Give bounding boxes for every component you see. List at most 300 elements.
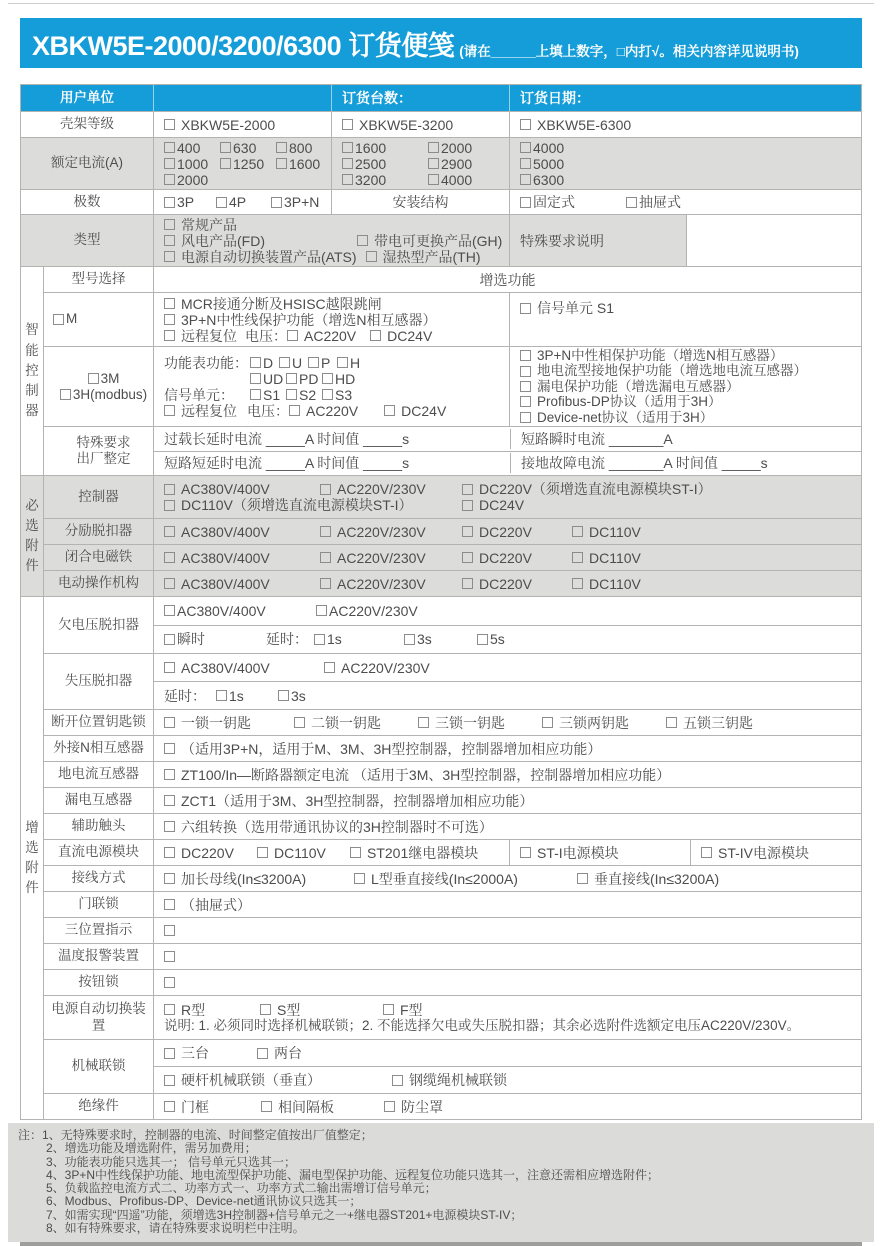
checkbox-icon: [320, 484, 331, 495]
opt-phase-barrier[interactable]: 相间隔板: [261, 1097, 384, 1117]
checkbox-icon: [577, 873, 588, 884]
opt-400[interactable]: 400: [164, 140, 220, 156]
dc-module-cell1: [153, 840, 509, 865]
option-line: [164, 296, 509, 312]
checkbox-icon: [164, 251, 175, 262]
checkbox-icon: [572, 526, 583, 537]
opt-external-n-ct[interactable]: （适用3P+N，适用于M、3M、3H型控制器，控制器增加相应功能）: [164, 739, 601, 759]
opt-2000[interactable]: 2000: [164, 172, 208, 188]
opt-3pn-phase-protect[interactable]: 3P+N中性相保护功能（增选N相互感器）: [520, 348, 783, 363]
checkbox-icon: [287, 330, 298, 341]
checkbox-icon[interactable]: [164, 951, 175, 962]
keylock-options: [153, 710, 861, 735]
opt-dust-cover[interactable]: 防尘罩: [384, 1097, 443, 1117]
opt-fn-u[interactable]: U: [279, 355, 308, 371]
shunt-release-label: 分励脱扣器: [64, 523, 133, 539]
wiring-options: [153, 866, 861, 891]
opt-st1-power-module[interactable]: ST-I电源模块: [520, 843, 619, 863]
opt-3lock-1key[interactable]: 三锁一钥匙: [418, 713, 542, 733]
note-prefix: 注：: [18, 1128, 43, 1142]
opt-damp-heat-product[interactable]: 湿热型产品(TH): [366, 249, 481, 265]
checkbox-icon: [342, 174, 353, 185]
opt-1600[interactable]: 1600: [276, 156, 320, 172]
keylock-label: 断开位置钥匙锁: [51, 714, 146, 730]
rated-current-label: 额定电流(A): [51, 155, 123, 171]
loss-voltage-sub2: [154, 681, 861, 709]
mech-interlock-row: [44, 1039, 861, 1093]
checkbox-icon: [276, 158, 287, 169]
checkbox-icon: [520, 847, 531, 858]
opt-ats-f[interactable]: F型: [383, 1002, 423, 1018]
checkbox-icon: [314, 634, 325, 645]
checkbox-icon: [383, 1004, 394, 1015]
checkbox-icon: [53, 314, 64, 325]
opt-device-net[interactable]: Device-net协议（适用于3H）: [520, 410, 713, 425]
checkbox-icon: [520, 303, 531, 314]
mount-options: [509, 190, 861, 214]
undervoltage-release-label: 欠电压脱扣器: [58, 616, 139, 632]
order-date-label[interactable]: 订货日期：: [509, 85, 861, 111]
opt-mech-three[interactable]: 三台: [164, 1043, 257, 1063]
opt-close-dc110[interactable]: DC110V: [572, 550, 641, 566]
opt-5lock-3key[interactable]: 五锁三钥匙: [666, 713, 753, 733]
factory-setting-label: [44, 427, 153, 475]
button-lock-label: 按钮锁: [78, 974, 119, 990]
instant-short-field[interactable]: 短路瞬时电流 _______A: [510, 429, 861, 449]
opt-3p[interactable]: 3P: [164, 194, 216, 210]
opt-uv-ac220[interactable]: AC220V/230V: [316, 603, 418, 619]
option-line: [60, 387, 147, 403]
option-line: [342, 156, 509, 172]
opt-4000b[interactable]: 4000: [520, 140, 564, 156]
checkbox-icon: [384, 405, 395, 416]
note-8: 8、如有特殊要求，请在特殊要求说明栏中注明。: [46, 1221, 305, 1236]
poles-label: 极数: [73, 193, 101, 209]
checkbox-icon: [164, 795, 175, 806]
checkbox-icon: [520, 174, 531, 185]
note-5: 5、负载监控电流方式二、功率方式一、功率方式二输出需增订信号单元；: [46, 1181, 437, 1196]
insulation-label: 绝缘件: [78, 1098, 119, 1114]
opt-remote-reset-3m[interactable]: 远程复位: [164, 403, 237, 419]
ground-ct-label: 地电流互感器: [58, 766, 139, 782]
checkbox-icon: [164, 405, 175, 416]
checkbox-icon: [164, 1101, 175, 1112]
checkbox-icon: [520, 197, 531, 208]
checkbox-icon: [164, 158, 175, 169]
loss-voltage-sub1: [154, 654, 861, 681]
checkbox-icon: [428, 174, 439, 185]
checkbox-icon: [216, 197, 227, 208]
opt-sig-s2[interactable]: S2: [286, 387, 322, 403]
opt-zt100[interactable]: ZT100/In—断路器额定电流 （适用于3M、3H型控制器，控制器增加相应功能）: [164, 765, 670, 785]
opt-fn-ud[interactable]: UD: [250, 371, 286, 387]
opt-st201-relay-module[interactable]: ST201继电器模块: [350, 843, 478, 863]
poles-options: [153, 190, 331, 214]
checkbox-icon: [60, 389, 71, 400]
opt-lv-ac380[interactable]: AC380V/400V: [164, 660, 324, 676]
checkbox-icon: [164, 605, 175, 616]
dc-module-cell2: [509, 840, 690, 865]
opt-dc24v[interactable]: DC24V: [370, 328, 432, 344]
opt-xbkw5e-6300[interactable]: XBKW5E-6300: [520, 117, 631, 133]
door-interlock-row: [44, 891, 861, 917]
aux-contact-label: 辅助触头: [71, 818, 126, 834]
special-requirements-input-cell[interactable]: [686, 215, 861, 266]
form-header-row: [21, 85, 861, 111]
checkbox-icon[interactable]: [164, 977, 175, 988]
opt-lv-1s[interactable]: 1s: [216, 688, 278, 704]
function-meter-label: 功能表功能：: [164, 354, 248, 371]
factory-setting-row: [44, 426, 861, 475]
option-line: [164, 403, 509, 419]
dc-module-cell3: [690, 840, 861, 865]
checkbox-icon: [572, 552, 583, 563]
motor-operator-options: [153, 571, 861, 596]
user-unit-input-cell[interactable]: [153, 85, 331, 111]
frame-cell-6300: [509, 112, 861, 137]
model-select-label: 型号选择: [71, 271, 126, 287]
checkbox-icon: [289, 405, 300, 416]
option-line: [164, 140, 331, 156]
option-line: [164, 1002, 861, 1018]
opt-dcmod-dc220[interactable]: DC220V: [164, 845, 257, 861]
opt-4p[interactable]: 4P: [216, 194, 271, 210]
controller-voltage-options: [153, 476, 861, 518]
aux-contact-options: [153, 814, 861, 839]
mech-interlock-label: 机械联锁: [71, 1058, 126, 1074]
dc-module-row: [44, 839, 861, 865]
opt-shunt-dc110[interactable]: DC110V: [572, 524, 641, 540]
checkbox-icon: [164, 330, 175, 341]
order-qty-label[interactable]: 订货台数：: [331, 85, 509, 111]
option-line: [164, 387, 509, 403]
opt-1000[interactable]: 1000: [164, 156, 220, 172]
checkbox-icon: [462, 526, 473, 537]
checkbox-icon: [164, 743, 175, 754]
opt-motor-ac220[interactable]: AC220V/230V: [320, 576, 462, 592]
insulation-options: [153, 1094, 861, 1119]
opt-controller-3m[interactable]: 3M: [88, 371, 120, 387]
button-lock-options: [153, 970, 861, 995]
opt-standard-product[interactable]: 常规产品: [164, 217, 237, 233]
opt-3lock-2key[interactable]: 三锁两钥匙: [542, 713, 666, 733]
aux-contact-row: [44, 813, 861, 839]
opt-fixed[interactable]: 固定式: [520, 192, 626, 212]
option-line: [164, 328, 509, 344]
mech-interlock-options: [153, 1040, 861, 1093]
opt-rigid-rod-interlock[interactable]: 硬杆机械联锁（垂直）: [164, 1070, 392, 1090]
opt-xbkw5e-3200[interactable]: XBKW5E-3200: [342, 117, 453, 133]
undervoltage-sub1: [154, 597, 861, 625]
opt-ats-product[interactable]: 电源自动切换装置产品(ATS): [164, 249, 357, 265]
checkbox-icon: [164, 235, 175, 246]
short-delay-field[interactable]: 短路短延时电流 _____A 时间值 _____s: [164, 455, 410, 472]
checkbox-icon: [278, 690, 289, 701]
required-accessories-group-label: 必选附件: [21, 476, 44, 596]
required-accessories-section: [21, 475, 861, 596]
checkbox-icon: [572, 578, 583, 589]
opt-cable-interlock[interactable]: 钢缆绳机械联锁: [392, 1070, 507, 1090]
option-line: [520, 394, 861, 409]
checkbox-icon: [418, 717, 429, 728]
checkbox-icon: [520, 381, 531, 392]
opt-fn-p[interactable]: P: [308, 355, 337, 371]
option-line: [164, 312, 509, 328]
option-line: [520, 410, 861, 425]
opt-close-dc220[interactable]: DC220V: [462, 550, 572, 566]
opt-profibus-dp[interactable]: Profibus-DP协议（适用于3H）: [520, 394, 722, 409]
checkbox-icon: [164, 484, 175, 495]
checkbox-icon: [666, 717, 677, 728]
external-n-ct-row: [44, 735, 861, 761]
opt-lv-ac220[interactable]: AC220V/230V: [324, 660, 430, 676]
opt-l-vertical[interactable]: L型垂直接线(In≤2000A): [354, 869, 577, 889]
order-form-table: [20, 84, 862, 1120]
keylock-row: [44, 709, 861, 735]
checkbox-icon: [164, 1004, 175, 1015]
checkbox-icon: [520, 119, 531, 130]
opt-ground-current-protect[interactable]: 地电流型接地保护功能（增选地电流互感器）: [520, 363, 807, 378]
frame-cell-3200: [331, 112, 509, 137]
external-n-ct-label: 外接N相互感器: [53, 740, 144, 756]
opt-shunt-ac380[interactable]: AC380V/400V: [164, 524, 320, 540]
checkbox-icon: [216, 690, 227, 701]
opt-ctrl-ac220[interactable]: AC220V/230V: [320, 481, 462, 497]
opt-mcr-hsisc[interactable]: MCR接通分断及HSISC越限跳闸: [164, 296, 382, 312]
checkbox-icon: [320, 578, 331, 589]
opt-uv-5s[interactable]: 5s: [477, 631, 505, 647]
opt-ac220v[interactable]: AC220V: [287, 328, 356, 344]
checkbox-icon: [520, 366, 531, 377]
opt-motor-ac380[interactable]: AC380V/400V: [164, 576, 320, 592]
opt-2900[interactable]: 2900: [428, 156, 472, 172]
opt-close-ac220[interactable]: AC220V/230V: [320, 550, 462, 566]
opt-ctrl-dc110[interactable]: DC110V（须增选直流电源模块ST-I）: [164, 497, 462, 513]
note-7: 7、如需实现“四遥”功能，须增选3H控制器+信号单元之一+继电器ST201+电源模块ST-IV；: [46, 1207, 523, 1222]
ground-fault-field[interactable]: 接地故障电流 _______A 时间值 _____s: [510, 453, 861, 473]
note-1: 1、无特殊要求时，控制器的电流、时间整定值按出厂值整定；: [42, 1128, 373, 1142]
opt-800[interactable]: 800: [276, 140, 312, 156]
checkbox-icon: [276, 142, 287, 153]
opt-zct1[interactable]: ZCT1（适用于3M、3H型控制器，控制器增加相应功能）: [164, 791, 533, 811]
opt-lv-3s[interactable]: 3s: [278, 688, 306, 704]
leakage-ct-label: 漏电互感器: [64, 792, 133, 808]
opt-ctrl-dc24[interactable]: DC24V: [462, 497, 524, 513]
checkbox-icon: [384, 1101, 395, 1112]
option-line: [520, 379, 861, 394]
opt-3p-n[interactable]: 3P+N: [271, 194, 319, 210]
ats-row: [44, 995, 861, 1039]
checkbox-icon: [342, 142, 353, 153]
optional-accessories-group-label: 增选附件: [21, 597, 44, 1119]
opt-1600b[interactable]: 1600: [342, 140, 428, 156]
opt-fn-d[interactable]: D: [250, 355, 279, 371]
checkbox-icon: [164, 526, 175, 537]
checkbox-icon: [164, 578, 175, 589]
opt-xbkw5e-2000[interactable]: XBKW5E-2000: [164, 117, 275, 133]
loss-voltage-release-label: 失压脱扣器: [64, 673, 133, 689]
opt-1250[interactable]: 1250: [220, 156, 276, 172]
checkbox-icon: [462, 552, 473, 563]
opt-sig-s3[interactable]: S3: [322, 387, 352, 403]
three-position-row: [44, 917, 861, 943]
m-left-options: [153, 293, 509, 346]
opt-close-ac380[interactable]: AC380V/400V: [164, 550, 320, 566]
three-position-label: 三位置指示: [64, 922, 133, 938]
opt-fn-pd[interactable]: PD: [286, 371, 322, 387]
shunt-release-row: [44, 518, 861, 544]
ats-note: 说明: 1. 必须同时选择机械联锁；2. 不能选择欠电或失压脱扣器；其余必选附件选额定电压AC220V/230V。: [164, 1017, 801, 1033]
opt-live-replace-product[interactable]: 带电可更换产品(GH): [357, 233, 502, 249]
checkbox-icon: [342, 158, 353, 169]
option-line: [164, 355, 509, 371]
option-line: [164, 156, 331, 172]
opt-1lock-1key[interactable]: 一锁一钥匙: [164, 713, 294, 733]
opt-door-drawout[interactable]: （抽屉式）: [164, 895, 251, 915]
opt-uv-1s[interactable]: 1s: [314, 631, 404, 647]
undervoltage-sub2: [154, 625, 861, 654]
opt-uv-ac380[interactable]: AC380V/400V: [164, 603, 316, 619]
opt-vertical[interactable]: 垂直接线(In≤3200A): [577, 869, 719, 889]
checkbox-icon: [164, 899, 175, 910]
factory-setting-label-line2: 出厂整定: [76, 451, 131, 466]
loss-voltage-options: [153, 654, 861, 709]
opt-ctrl-ac380[interactable]: AC380V/400V: [164, 481, 320, 497]
external-n-ct-options: [153, 736, 861, 761]
opt-controller-3h-modbus[interactable]: 3H(modbus): [60, 387, 147, 403]
type-label: 类型: [73, 232, 101, 248]
opt-signal-unit-s1[interactable]: 信号单元 S1: [520, 298, 614, 318]
checkbox-icon: [220, 142, 231, 153]
opt-leakage-protect[interactable]: 漏电保护功能（增选漏电互感器）: [520, 379, 740, 394]
optional-accessories-section: [21, 596, 861, 1119]
opt-six-group[interactable]: 六组转换（选用带通讯协议的3H控制器时不可选）: [164, 817, 493, 837]
opt-remote-reset[interactable]: 远程复位: [164, 328, 237, 344]
wiring-label: 接线方式: [71, 870, 126, 886]
opt-st4-power-module[interactable]: ST-IV电源模块: [701, 843, 809, 863]
checkbox-icon: [320, 526, 331, 537]
opt-wind-product[interactable]: 风电产品(FD): [164, 233, 357, 249]
title-bar: [20, 18, 862, 68]
wiring-row: [44, 865, 861, 891]
checkbox-icon: [88, 373, 99, 384]
checkbox-icon: [164, 634, 175, 645]
opt-3200[interactable]: 3200: [342, 172, 428, 188]
overload-delay-field[interactable]: 过载长延时电流 _____A 时间值 _____s: [164, 430, 410, 447]
opt-2lock-1key[interactable]: 二锁一钥匙: [294, 713, 418, 733]
loss-voltage-release-row: [44, 653, 861, 709]
checkbox-icon: [271, 197, 282, 208]
option-line: [520, 172, 861, 188]
opt-6300[interactable]: 6300: [520, 172, 564, 188]
opt-2000b[interactable]: 2000: [428, 140, 472, 156]
checkbox-icon: [626, 197, 637, 208]
factory-setting-fields: [153, 427, 861, 475]
opt-ctrl-dc220[interactable]: DC220V（须增选直流电源模块ST-I）: [462, 481, 712, 497]
opt-sig-s1[interactable]: S1: [250, 387, 286, 403]
opt-fn-hd[interactable]: HD: [322, 371, 355, 387]
opt-shunt-dc220[interactable]: DC220V: [462, 524, 572, 540]
opt-drawout[interactable]: 抽屉式: [626, 192, 681, 212]
checkbox-icon: [357, 235, 368, 246]
checkbox-icon: [322, 389, 333, 400]
checkbox-icon: [164, 298, 175, 309]
controller-voltage-row: [44, 476, 861, 518]
controller-voltage-label: 控制器: [78, 488, 119, 504]
checkbox-icon: [342, 119, 353, 130]
footnotes: [8, 1123, 874, 1242]
frame-grade-label: 壳架等级: [60, 116, 114, 132]
door-interlock-options: [153, 892, 861, 917]
mount-structure-label: 安装结构: [331, 190, 509, 214]
checkbox-icon: [164, 769, 175, 780]
opt-extended-busbar[interactable]: 加长母线(In≤3200A): [164, 869, 354, 889]
checkbox-icon: [164, 1075, 175, 1086]
opt-dc24v-3m[interactable]: DC24V: [384, 403, 446, 419]
opt-ats-s[interactable]: S型: [260, 1002, 383, 1018]
opt-uv-3s[interactable]: 3s: [404, 631, 477, 647]
checkbox-icon: [164, 717, 175, 728]
mech-interlock-sub2: [154, 1066, 861, 1093]
undervoltage-options: [153, 597, 861, 653]
checkbox-icon: [324, 662, 335, 673]
checkbox-icon: [477, 634, 488, 645]
opt-4000[interactable]: 4000: [428, 172, 472, 188]
checkbox-icon: [257, 1048, 268, 1059]
checkbox-icon: [220, 158, 231, 169]
factory-setting-label-line1: 特殊要求: [76, 435, 131, 450]
voltage-label: 电压：: [247, 402, 289, 419]
poles-row: [21, 189, 861, 214]
checkbox-icon[interactable]: [164, 925, 175, 936]
checkbox-icon: [250, 389, 261, 400]
checkbox-icon: [286, 389, 297, 400]
checkbox-icon: [250, 357, 261, 368]
opt-2500[interactable]: 2500: [342, 156, 428, 172]
opt-5000[interactable]: 5000: [520, 156, 564, 172]
opt-ats-r[interactable]: R型: [164, 1002, 260, 1018]
checkbox-icon: [261, 1101, 272, 1112]
undervoltage-release-row: [44, 597, 861, 653]
checkbox-icon: [164, 552, 175, 563]
factory-setting-sub1: [154, 427, 861, 451]
opt-shunt-ac220[interactable]: AC220V/230V: [320, 524, 462, 540]
smart-controller-section: [21, 266, 861, 475]
checkbox-icon: [164, 174, 175, 185]
opt-controller-m[interactable]: M: [53, 311, 77, 328]
opt-3pn-neutral-protect[interactable]: 3P+N中性线保护功能（增选N相互感器）: [164, 312, 437, 328]
opt-motor-dc220[interactable]: DC220V: [462, 576, 572, 592]
opt-mech-two[interactable]: 两台: [257, 1043, 302, 1063]
opt-dcmod-dc110[interactable]: DC110V: [257, 845, 350, 861]
checkbox-icon: [462, 578, 473, 589]
checkbox-icon: [250, 373, 261, 384]
motor-operator-row: [44, 570, 861, 596]
m-right-options: [509, 293, 861, 346]
opt-door-frame[interactable]: 门框: [164, 1097, 261, 1117]
opt-uv-instant[interactable]: 瞬时: [164, 629, 266, 649]
checkbox-icon: [164, 197, 175, 208]
opt-ac220v-3m[interactable]: AC220V: [289, 403, 358, 419]
opt-fn-h[interactable]: H: [337, 355, 360, 371]
ground-ct-options: [153, 762, 861, 787]
option-line: [164, 371, 509, 387]
checkbox-icon: [322, 373, 333, 384]
option-line: [164, 249, 509, 265]
delay-label: 延时：: [266, 631, 308, 648]
opt-630[interactable]: 630: [220, 140, 276, 156]
opt-motor-dc110[interactable]: DC110V: [572, 576, 641, 592]
